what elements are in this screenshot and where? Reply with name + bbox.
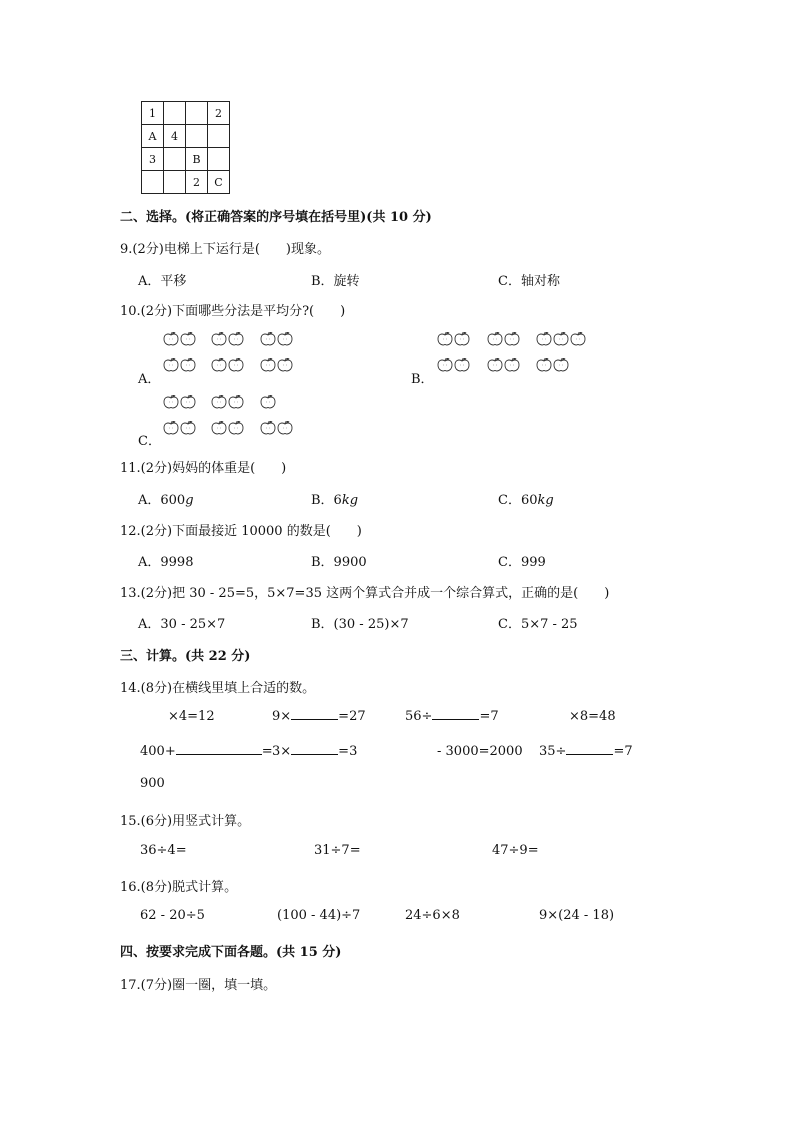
apple-icon — [163, 331, 179, 346]
apple-icon — [487, 357, 503, 372]
vertical-calc-expression: 47÷9= — [492, 843, 539, 858]
question-17-stem: 17.(7分)圈一圈，填一填。 — [120, 978, 277, 993]
option-b-value: B．6 — [311, 493, 342, 508]
answer-blank[interactable] — [176, 754, 262, 755]
apple-group — [163, 420, 196, 435]
apple-icon — [228, 357, 244, 372]
grid-cell: 3 — [142, 148, 164, 171]
apple-group — [437, 357, 470, 372]
question-13-option-a: A．30 - 25×7 — [138, 617, 226, 632]
expression-part: =3 — [338, 744, 358, 759]
option-a-value: A．600 — [138, 493, 186, 508]
question-12-stem: 12.(2分)下面最接近 10000 的数是( ) — [120, 524, 362, 539]
grid-cell: A — [142, 125, 164, 148]
grid-cell: 4 — [164, 125, 186, 148]
question-11-option-b — [311, 489, 358, 508]
question-9-option-c: C．轴对称 — [498, 274, 560, 289]
apple-icon — [553, 331, 569, 346]
apple-icon — [277, 357, 293, 372]
option-c-unit: kg — [537, 493, 554, 508]
apple-icon — [211, 331, 227, 346]
apple-icon — [180, 357, 196, 372]
apple-icon — [454, 357, 470, 372]
question-13-option-c: C．5×7 - 25 — [498, 617, 578, 632]
expression-part: =7 — [613, 744, 633, 759]
apple-icon — [180, 394, 196, 409]
apple-group — [487, 331, 520, 346]
question-11-stem: 11.(2分)妈妈的体重是( ) — [120, 461, 287, 476]
grid-cell: C — [208, 171, 230, 194]
apple-icon — [228, 331, 244, 346]
section-2-title: 二、选择。(将正确答案的序号填在括号里)(共 10 分) — [120, 210, 432, 225]
question-10-option-c: C． — [138, 434, 161, 449]
apple-icon — [260, 357, 276, 372]
question-14-stem: 14.(8分)在横线里填上合适的数。 — [120, 681, 316, 696]
apple-group — [211, 420, 244, 435]
section-3-title: 三、计算。(共 22 分) — [120, 649, 251, 664]
question-9-option-b: B．旋转 — [311, 274, 360, 289]
question-10-option-b: B． — [411, 372, 434, 387]
expression-part: 56÷ — [405, 709, 433, 724]
fill-blank-expression: - 3000=2000 — [437, 744, 523, 759]
apple-icon — [570, 331, 586, 346]
apple-icon — [163, 357, 179, 372]
apple-icon — [260, 394, 276, 409]
question-12-option-a: A．9998 — [138, 555, 194, 570]
grid-cell — [208, 148, 230, 171]
expression-part: =7 — [479, 709, 499, 724]
apple-group — [260, 331, 293, 346]
apple-icon — [536, 331, 552, 346]
grid-cell — [186, 102, 208, 125]
fill-blank-expression — [140, 744, 273, 759]
apple-icon — [180, 420, 196, 435]
grid-cell — [164, 102, 186, 125]
apple-icon — [454, 331, 470, 346]
apple-group — [260, 394, 276, 409]
fill-blank-expression: ×8=48 — [569, 709, 616, 724]
grid-cell — [142, 171, 164, 194]
grid-figure — [141, 101, 230, 194]
apple-group — [487, 357, 520, 372]
grid-cell — [164, 148, 186, 171]
apple-group — [163, 357, 196, 372]
apple-group — [260, 357, 293, 372]
question-16-stem: 16.(8分)脱式计算。 — [120, 880, 238, 895]
question-12-option-b: B．9900 — [311, 555, 367, 570]
answer-blank[interactable] — [432, 719, 479, 720]
answer-blank[interactable] — [566, 754, 613, 755]
apple-group — [211, 331, 244, 346]
fill-blank-continuation: 900 — [140, 776, 165, 791]
apple-icon — [211, 420, 227, 435]
fill-blank-expression — [272, 744, 357, 759]
apple-icon — [180, 331, 196, 346]
grid-cell — [186, 125, 208, 148]
answer-blank[interactable] — [291, 754, 338, 755]
expression-part: 400+ — [140, 744, 176, 759]
question-11-option-a — [138, 489, 194, 508]
apple-icon — [504, 357, 520, 372]
apple-icon — [437, 357, 453, 372]
step-calc-expression: 62 - 20÷5 — [140, 908, 205, 923]
option-b-unit: kg — [341, 493, 359, 508]
step-calc-expression: 24÷6×8 — [405, 908, 460, 923]
apple-icon — [228, 420, 244, 435]
grid-row — [142, 125, 230, 148]
fill-blank-expression — [272, 709, 366, 724]
apple-group — [211, 394, 244, 409]
question-15-stem: 15.(6分)用竖式计算。 — [120, 814, 251, 829]
apple-group — [437, 331, 470, 346]
apple-icon — [260, 331, 276, 346]
section-4-title: 四、按要求完成下面各题。(共 15 分) — [120, 945, 342, 960]
apple-icon — [163, 420, 179, 435]
apple-icon — [553, 357, 569, 372]
grid-row — [142, 148, 230, 171]
grid-cell: 2 — [186, 171, 208, 194]
vertical-calc-expression: 31÷7= — [314, 843, 361, 858]
apple-icon — [163, 394, 179, 409]
question-13-option-b: B．(30 - 25)×7 — [311, 617, 409, 632]
step-calc-expression: 9×(24 - 18) — [539, 908, 615, 923]
question-10-stem: 10.(2分)下面哪些分法是平均分?( ) — [120, 304, 346, 319]
apple-group — [260, 420, 293, 435]
question-10-option-a: A． — [138, 372, 161, 387]
grid-cell: 1 — [142, 102, 164, 125]
apple-group — [536, 357, 569, 372]
expression-part: 3× — [272, 744, 292, 759]
apple-icon — [536, 357, 552, 372]
apple-icon — [277, 420, 293, 435]
question-11-option-c — [498, 489, 554, 508]
apple-group — [163, 394, 196, 409]
apple-icon — [504, 331, 520, 346]
vertical-calc-expression: 36÷4= — [140, 843, 187, 858]
apple-group — [163, 331, 196, 346]
grid-cell: 2 — [208, 102, 230, 125]
expression-part: = — [261, 744, 273, 759]
grid-row — [142, 102, 230, 125]
apple-icon — [211, 394, 227, 409]
apple-icon — [228, 394, 244, 409]
question-9-option-a: A．平移 — [138, 274, 187, 289]
fill-blank-expression: ×4=12 — [168, 709, 215, 724]
expression-part: =27 — [338, 709, 366, 724]
grid-cell: B — [186, 148, 208, 171]
step-calc-expression: (100 - 44)÷7 — [277, 908, 361, 923]
answer-blank[interactable] — [291, 719, 338, 720]
fill-blank-expression — [405, 709, 499, 724]
fill-blank-expression — [539, 744, 633, 759]
question-12-option-c: C．999 — [498, 555, 546, 570]
option-c-value: C．60 — [498, 493, 538, 508]
question-9-stem: 9.(2分)电梯上下运行是( )现象。 — [120, 242, 330, 257]
apple-icon — [437, 331, 453, 346]
question-13-stem: 13.(2分)把 30 - 25=5，5×7=35 这两个算式合并成一个综合算式，正确的是( ) — [120, 586, 610, 601]
expression-part: 9× — [272, 709, 292, 724]
apple-icon — [277, 331, 293, 346]
option-a-unit: g — [185, 493, 194, 508]
grid-cell — [164, 171, 186, 194]
expression-part: 35÷ — [539, 744, 567, 759]
apple-icon — [260, 420, 276, 435]
apple-group — [536, 331, 586, 346]
apple-icon — [211, 357, 227, 372]
apple-group — [211, 357, 244, 372]
grid-cell — [208, 125, 230, 148]
apple-icon — [487, 331, 503, 346]
grid-row — [142, 171, 230, 194]
